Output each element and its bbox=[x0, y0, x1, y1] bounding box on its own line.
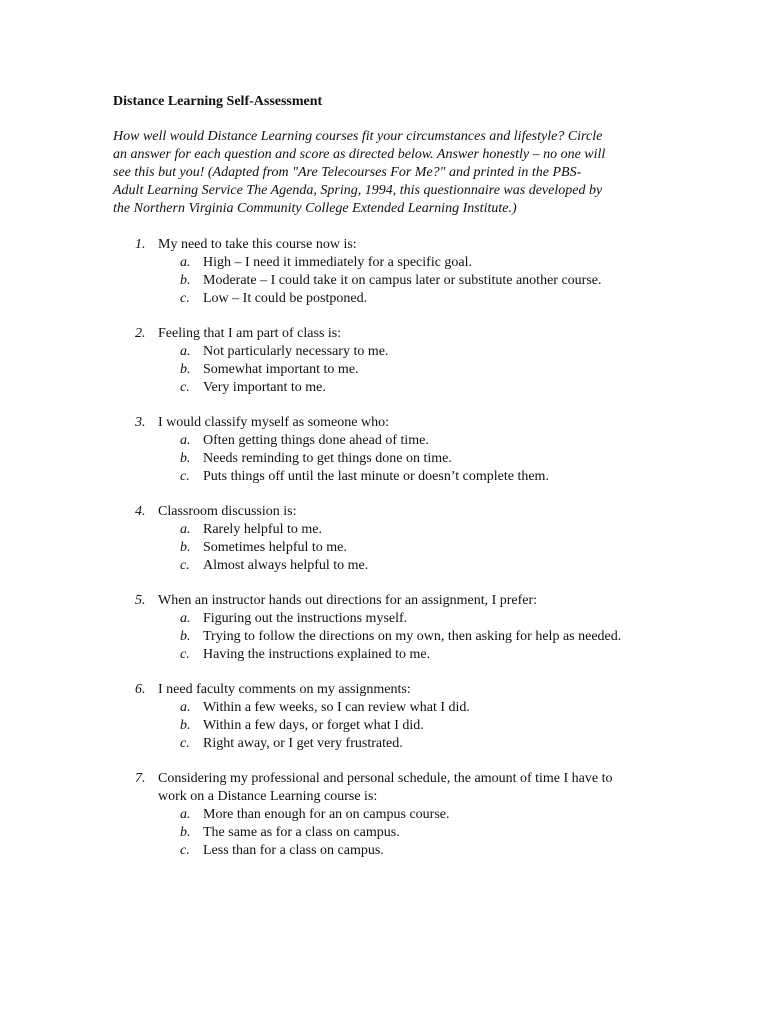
question-text bbox=[158, 770, 678, 806]
question-number: 1. bbox=[135, 237, 146, 252]
option-text: Having the instructions explained to me. bbox=[203, 647, 431, 662]
option-letter: a. bbox=[180, 522, 191, 537]
option-text: More than enough for an on campus course. bbox=[203, 807, 450, 822]
option-text: Rarely helpful to me. bbox=[203, 522, 322, 537]
option-text: Sometimes helpful to me. bbox=[203, 540, 347, 555]
option-text: Trying to follow the directions on my own, then asking for help as needed. bbox=[203, 629, 622, 644]
option-letter: a. bbox=[180, 700, 191, 715]
option-letter: a. bbox=[180, 344, 191, 359]
option-text: The same as for a class on campus. bbox=[203, 825, 400, 840]
question-text bbox=[158, 592, 678, 610]
question-text-line: I would classify myself as someone who: bbox=[158, 415, 389, 430]
option-text: Often getting things done ahead of time. bbox=[203, 433, 429, 448]
option-letter: c. bbox=[180, 291, 190, 306]
option-letter: a. bbox=[180, 255, 191, 270]
option-letter: c. bbox=[180, 469, 190, 484]
question-text-line: When an instructor hands out directions for an assignment, I prefer: bbox=[158, 593, 538, 608]
answer-option[interactable] bbox=[0, 468, 768, 486]
answer-option[interactable] bbox=[0, 432, 768, 450]
answer-option[interactable] bbox=[0, 735, 768, 753]
option-letter: c. bbox=[180, 843, 190, 858]
question-number: 5. bbox=[135, 593, 146, 608]
question-number: 6. bbox=[135, 682, 146, 697]
answer-option[interactable] bbox=[0, 361, 768, 379]
question-text-line: Classroom discussion is: bbox=[158, 504, 297, 519]
option-letter: a. bbox=[180, 433, 191, 448]
option-letter: b. bbox=[180, 825, 191, 840]
question-text bbox=[158, 325, 678, 343]
option-letter: b. bbox=[180, 273, 191, 288]
option-letter: c. bbox=[180, 558, 190, 573]
document-title: Distance Learning Self-Assessment bbox=[113, 94, 323, 109]
intro-line: How well would Distance Learning courses fit your circumstances and lifestyle? Circle bbox=[113, 129, 603, 144]
answer-option[interactable] bbox=[0, 628, 768, 646]
option-text: Needs reminding to get things done on time. bbox=[203, 451, 452, 466]
option-text: Right away, or I get very frustrated. bbox=[203, 736, 403, 751]
answer-option[interactable] bbox=[0, 806, 768, 824]
answer-option[interactable] bbox=[0, 610, 768, 628]
question-text-line: Considering my professional and personal schedule, the amount of time I have to bbox=[158, 771, 613, 786]
answer-option[interactable] bbox=[0, 254, 768, 272]
question-text-line: work on a Distance Learning course is: bbox=[158, 789, 378, 804]
answer-option[interactable] bbox=[0, 717, 768, 735]
question-text bbox=[158, 414, 678, 432]
answer-option[interactable] bbox=[0, 379, 768, 397]
question-text bbox=[158, 503, 678, 521]
answer-option[interactable] bbox=[0, 557, 768, 575]
option-text: Puts things off until the last minute or doesn’t complete them. bbox=[203, 469, 549, 484]
question-number: 3. bbox=[135, 415, 146, 430]
intro-line: the Northern Virginia Community College Extended Learning Institute.) bbox=[113, 201, 517, 216]
option-text: High – I need it immediately for a specific goal. bbox=[203, 255, 473, 270]
answer-option[interactable] bbox=[0, 343, 768, 361]
intro-line: an answer for each question and score as directed below. Answer honestly – no one will bbox=[113, 147, 606, 162]
option-text: Very important to me. bbox=[203, 380, 326, 395]
question-text bbox=[158, 681, 678, 699]
option-letter: b. bbox=[180, 540, 191, 555]
option-text: Within a few days, or forget what I did. bbox=[203, 718, 424, 733]
option-letter: a. bbox=[180, 611, 191, 626]
question-number: 4. bbox=[135, 504, 146, 519]
question-text-line: My need to take this course now is: bbox=[158, 237, 357, 252]
answer-option[interactable] bbox=[0, 646, 768, 664]
option-letter: c. bbox=[180, 380, 190, 395]
intro-line: see this but you! (Adapted from "Are Telecourses For Me?" and printed in the PBS- bbox=[113, 165, 582, 180]
answer-option[interactable] bbox=[0, 521, 768, 539]
question-number: 7. bbox=[135, 771, 146, 786]
intro-line: Adult Learning Service The Agenda, Spring, 1994, this questionnaire was developed by bbox=[113, 183, 603, 198]
option-letter: b. bbox=[180, 629, 191, 644]
answer-option[interactable] bbox=[0, 450, 768, 468]
option-text: Low – It could be postponed. bbox=[203, 291, 368, 306]
option-letter: b. bbox=[180, 718, 191, 733]
option-text: Figuring out the instructions myself. bbox=[203, 611, 408, 626]
option-text: Within a few weeks, so I can review what I did. bbox=[203, 700, 470, 715]
option-text: Somewhat important to me. bbox=[203, 362, 359, 377]
option-letter: c. bbox=[180, 736, 190, 751]
option-letter: c. bbox=[180, 647, 190, 662]
answer-option[interactable] bbox=[0, 699, 768, 717]
question-number: 2. bbox=[135, 326, 146, 341]
answer-option[interactable] bbox=[0, 272, 768, 290]
option-text: Moderate – I could take it on campus later or substitute another course. bbox=[203, 273, 602, 288]
option-text: Less than for a class on campus. bbox=[203, 843, 384, 858]
option-text: Not particularly necessary to me. bbox=[203, 344, 389, 359]
option-letter: b. bbox=[180, 451, 191, 466]
question-text-line: Feeling that I am part of class is: bbox=[158, 326, 342, 341]
answer-option[interactable] bbox=[0, 824, 768, 842]
option-letter: b. bbox=[180, 362, 191, 377]
answer-option[interactable] bbox=[0, 842, 768, 860]
option-text: Almost always helpful to me. bbox=[203, 558, 369, 573]
answer-option[interactable] bbox=[0, 290, 768, 308]
question-text bbox=[158, 236, 678, 254]
answer-option[interactable] bbox=[0, 539, 768, 557]
option-letter: a. bbox=[180, 807, 191, 822]
question-text-line: I need faculty comments on my assignments: bbox=[158, 682, 411, 697]
